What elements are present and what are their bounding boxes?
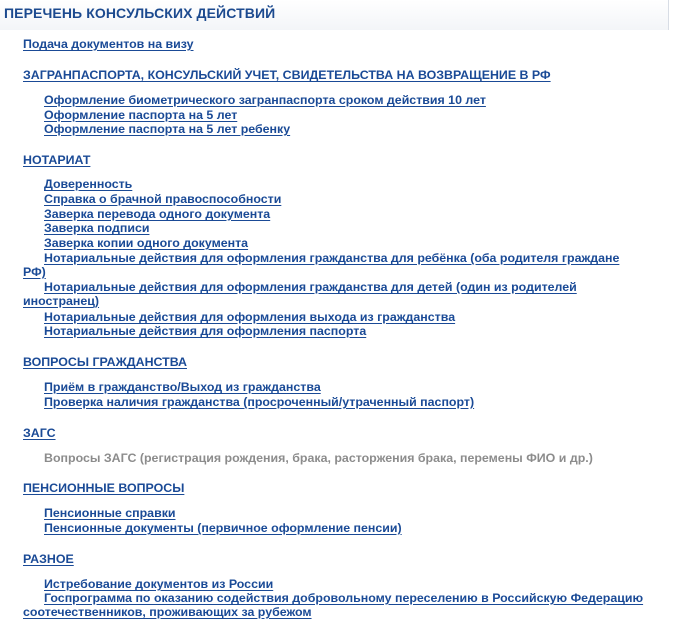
link-signature-certification[interactable]: Заверка подписи [44, 221, 150, 235]
section-zags-heading[interactable]: ЗАГС [23, 426, 56, 440]
section-notary-heading[interactable]: НОТАРИАТ [23, 153, 91, 167]
link-citizenship-admission[interactable]: Приём в гражданство/Выход из гражданства [44, 380, 321, 394]
link-pension-certificates[interactable]: Пенсионные справки [44, 506, 176, 520]
link-translation-certification[interactable]: Заверка перевода одного документа [44, 207, 271, 221]
link-notary-citizenship-children[interactable]: Нотариальные действия для оформления гражданства для детей (один из родителей иностранец) [23, 280, 577, 308]
link-documents-from-russia[interactable]: Истребование документов из России [44, 577, 274, 591]
link-notary-passport[interactable]: Нотариальные действия для оформления паспорта [44, 324, 367, 338]
section-citizenship-heading[interactable]: ВОПРОСЫ ГРАЖДАНСТВА [23, 355, 187, 369]
link-notary-renounce-citizenship[interactable]: Нотариальные действия для оформления выхода из гражданства [44, 310, 456, 324]
section-pension-heading[interactable]: ПЕНСИОННЫЕ ВОПРОСЫ [23, 481, 185, 495]
link-citizenship-check[interactable]: Проверка наличия гражданства (просроченный/утраченный паспорт) [44, 395, 475, 409]
link-passport-5y-child[interactable]: Оформление паспорта на 5 лет ребенку [44, 122, 291, 136]
page-title: ПЕРЕЧЕНЬ КОНСУЛЬСКИХ ДЕЙСТВИЙ [4, 5, 276, 21]
link-notary-citizenship-child[interactable]: Нотариальные действия для оформления гражданства для ребёнка (оба родителя граждане РФ) [23, 251, 620, 279]
title-bar [0, 0, 669, 30]
link-copy-certification[interactable]: Заверка копии одного документа [44, 236, 249, 250]
link-biometric-passport[interactable]: Оформление биометрического загранпаспорта сроком действия 10 лет [44, 93, 486, 107]
section-misc-heading[interactable]: РАЗНОЕ [23, 552, 74, 566]
visa-link[interactable]: Подача документов на визу [23, 37, 194, 51]
link-marital-status-certificate[interactable]: Справка о брачной правоспособности [44, 192, 282, 206]
link-resettlement-program[interactable]: Госпрограмма по оказанию содействия добровольному переселению в Российскую Федерацию соотечественников, проживающих за рубежом [23, 591, 644, 619]
zags-questions-text: Вопросы ЗАГС (регистрация рождения, брака, расторжения брака, перемены ФИО и др.) [44, 451, 593, 465]
link-power-of-attorney[interactable]: Доверенность [44, 177, 133, 191]
link-pension-documents[interactable]: Пенсионные документы (первичное оформление пенсии) [44, 521, 402, 535]
section-passports-heading[interactable]: ЗАГРАНПАСПОРТА, КОНСУЛЬСКИЙ УЧЕТ, СВИДЕТЕЛЬСТВА НА ВОЗВРАЩЕНИЕ В РФ [23, 68, 551, 82]
link-passport-5y[interactable]: Оформление паспорта на 5 лет [44, 108, 238, 122]
